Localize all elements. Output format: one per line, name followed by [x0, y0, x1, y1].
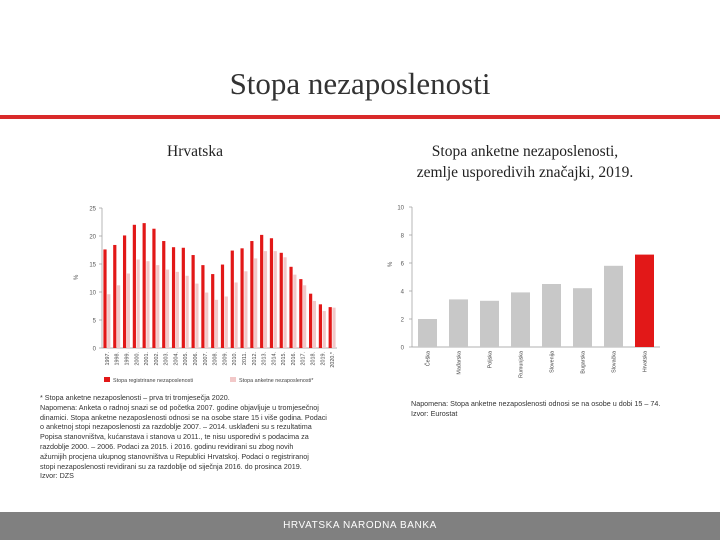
bar-registered-2009. — [221, 265, 224, 348]
bar-Slovenija — [542, 284, 561, 347]
y-tick-label: 15 — [89, 262, 96, 269]
bar-registered-2020.* — [329, 307, 332, 348]
note-line: dinamici. Stopa anketne nezaposlenosti odnosi se na osobe stare 15 i više godina. Podaci — [40, 412, 327, 422]
x-tick-label: 2007. — [202, 352, 209, 366]
legend-swatch-survey — [230, 377, 236, 382]
x-tick-label: 2000. — [134, 352, 141, 366]
bar-survey-2005. — [186, 276, 189, 348]
x-tick-label: 2005. — [183, 352, 190, 366]
bar-Češka — [418, 319, 437, 347]
x-tick-label: 1999. — [124, 352, 131, 366]
bar-survey-2016. — [293, 275, 296, 348]
bar-registered-2012. — [250, 241, 253, 348]
bar-survey-2006. — [195, 284, 198, 348]
y-tick-label: 5 — [92, 318, 96, 325]
bar-registered-2019. — [319, 304, 322, 348]
bar-registered-2011. — [240, 248, 243, 348]
note-line: o anketnoj stopi nezaposlenosti za razdoblje 2007. – 2014. usklađeni su s rezultatima — [40, 422, 312, 432]
x-tick-label: 2015. — [281, 352, 288, 366]
note-line: Popisa stanovništva, kućanstava i stanova u 2011., te nisu usporedivi s podacima za — [40, 432, 309, 442]
y-axis-title: % — [388, 261, 394, 267]
y-tick-label: 6 — [400, 261, 404, 268]
bar-survey-2000. — [137, 260, 140, 348]
bar-registered-2017. — [299, 279, 302, 348]
bar-survey-2001. — [146, 261, 149, 348]
x-tick-label: 2016. — [290, 352, 297, 366]
bar-registered-2018. — [309, 294, 312, 348]
bar-registered-2003. — [162, 241, 165, 348]
x-tick-label: Mađarska — [456, 351, 463, 375]
bar-registered-2000. — [133, 225, 136, 348]
x-tick-label: 2009. — [222, 352, 229, 366]
page-title: Stopa nezaposlenosti — [229, 66, 491, 101]
bar-survey-2010. — [234, 282, 237, 348]
bar-survey-2018. — [313, 301, 316, 348]
right-chart-title-line-2: zemlje usporedivih značajki, 2019. — [416, 164, 634, 181]
note-line: Napomena: Anketa o radnoj snazi se od početka 2007. godine objavljuje u tromjesečnoj — [40, 402, 319, 412]
right-chart-title-line-1: Stopa anketne nezaposlenosti, — [431, 143, 619, 160]
bar-registered-1997. — [103, 249, 106, 348]
bar-survey-2003. — [166, 270, 169, 348]
bar-survey-2008. — [215, 300, 218, 348]
bar-registered-2015. — [280, 253, 283, 348]
y-tick-label: 2 — [400, 317, 404, 324]
bar-Hrvatska — [635, 255, 654, 347]
bar-survey-2013. — [264, 251, 267, 348]
x-tick-label: 2018. — [310, 352, 317, 366]
bar-registered-2014. — [270, 238, 273, 348]
bar-survey-1997. — [107, 294, 110, 348]
left-chart-note — [40, 393, 372, 481]
title-divider — [0, 115, 720, 119]
bar-registered-2016. — [289, 267, 292, 348]
bar-registered-2010. — [231, 251, 234, 348]
x-tick-label: Bugarska — [580, 351, 587, 374]
bar-survey-2019. — [323, 311, 326, 348]
bar-registered-2013. — [260, 235, 263, 348]
x-tick-label: 2002. — [153, 352, 160, 366]
bar-registered-2006. — [192, 255, 195, 348]
x-tick-label: Slovenija — [549, 351, 556, 373]
note-line: stopi nezaposlenosti revidirani su za razdoblje od siječnja 2016. do prosinca 2019. — [40, 461, 302, 471]
legend-label-survey: Stopa anketne nezaposlenosti* — [239, 378, 314, 384]
x-tick-label: 2008. — [212, 352, 219, 366]
bar-registered-2001. — [143, 223, 146, 348]
bar-survey-2004. — [176, 272, 179, 348]
x-tick-label: 2004. — [173, 352, 180, 366]
x-tick-label: 2019. — [320, 352, 327, 366]
x-tick-label: Češka — [425, 351, 432, 367]
y-tick-label: 4 — [400, 289, 404, 296]
x-tick-label: 2006. — [193, 352, 200, 366]
y-tick-label: 20 — [89, 234, 96, 241]
bar-survey-2015. — [283, 257, 286, 348]
croatia-unemployment-chart — [72, 195, 372, 395]
bar-survey-2007. — [205, 293, 208, 348]
left-chart-title: Hrvatska — [167, 143, 223, 160]
x-tick-label: 2001. — [144, 352, 151, 366]
bar-survey-2012. — [254, 258, 257, 348]
footer-bar — [0, 512, 720, 540]
bar-survey-2002. — [156, 265, 159, 348]
x-tick-label: 2017. — [300, 352, 307, 366]
x-tick-label: 2013. — [261, 352, 268, 366]
bar-survey-2011. — [244, 271, 247, 348]
y-tick-label: 10 — [397, 205, 404, 212]
bar-registered-1998. — [113, 245, 116, 348]
right-chart-note — [411, 399, 691, 419]
bar-survey-1999. — [127, 274, 130, 348]
right-chart-title — [380, 141, 670, 183]
footer-brand: HRVATSKA NARODNA BANKA — [283, 520, 437, 531]
bar-Bugarska — [573, 288, 592, 347]
legend-label-registered: Stopa registrirane nezaposlenosti — [113, 378, 194, 384]
y-tick-label: 8 — [400, 233, 404, 240]
bar-survey-2009. — [225, 296, 228, 348]
bar-Slovačka — [604, 266, 623, 347]
bar-registered-2005. — [182, 248, 185, 348]
note-line: ažurnijih procjena ukupnog stanovništva u Republici Hrvatskoj. Podaci o registriranoj — [40, 451, 309, 461]
legend-swatch-registered — [104, 377, 110, 382]
x-tick-label: 2003. — [163, 352, 170, 366]
bar-Poljska — [480, 301, 499, 347]
note-line: razdoblje 2000. – 2006. Podaci za 2015. i 2016. godinu revidirani su zbog novih — [40, 441, 294, 451]
country-comparison-chart — [380, 195, 670, 395]
y-tick-label: 25 — [89, 206, 96, 213]
x-tick-label: 1998. — [114, 352, 121, 366]
x-tick-label: 2011. — [241, 352, 248, 366]
note-line: Izvor: DZS — [40, 471, 74, 481]
y-tick-label: 0 — [92, 346, 96, 353]
note-line: Izvor: Eurostat — [411, 408, 458, 418]
bar-survey-2014. — [274, 251, 277, 348]
x-tick-label: Poljska — [487, 351, 494, 369]
bar-Mađarska — [449, 299, 468, 347]
bar-registered-2002. — [152, 229, 155, 348]
note-line: * Stopa anketne nezaposlenosti – prva tri tromjesečja 2020. — [40, 393, 230, 402]
bar-survey-2017. — [303, 285, 306, 348]
bar-registered-2008. — [211, 274, 214, 348]
y-axis-title: % — [74, 274, 80, 280]
bar-registered-2007. — [201, 265, 204, 348]
bar-registered-1999. — [123, 235, 126, 348]
x-tick-label: 2020.* — [330, 352, 337, 368]
x-tick-label: 2010. — [232, 352, 239, 366]
bar-survey-2020.* — [332, 308, 335, 348]
x-tick-label: Slovačka — [611, 351, 618, 373]
bar-Rumunjska — [511, 292, 530, 347]
x-tick-label: Hrvatska — [642, 351, 649, 373]
x-tick-label: 1997. — [104, 352, 111, 366]
y-tick-label: 10 — [89, 290, 96, 297]
x-tick-label: Rumunjska — [518, 351, 525, 378]
x-tick-label: 2014. — [271, 352, 278, 366]
bar-survey-1998. — [117, 285, 120, 348]
y-tick-label: 0 — [400, 345, 404, 352]
x-tick-label: 2012. — [251, 352, 258, 366]
note-line: Napomena: Stopa anketne nezaposlenosti odnosi se na osobe u dobi 15 – 74. — [411, 399, 661, 408]
bar-registered-2004. — [172, 247, 175, 348]
